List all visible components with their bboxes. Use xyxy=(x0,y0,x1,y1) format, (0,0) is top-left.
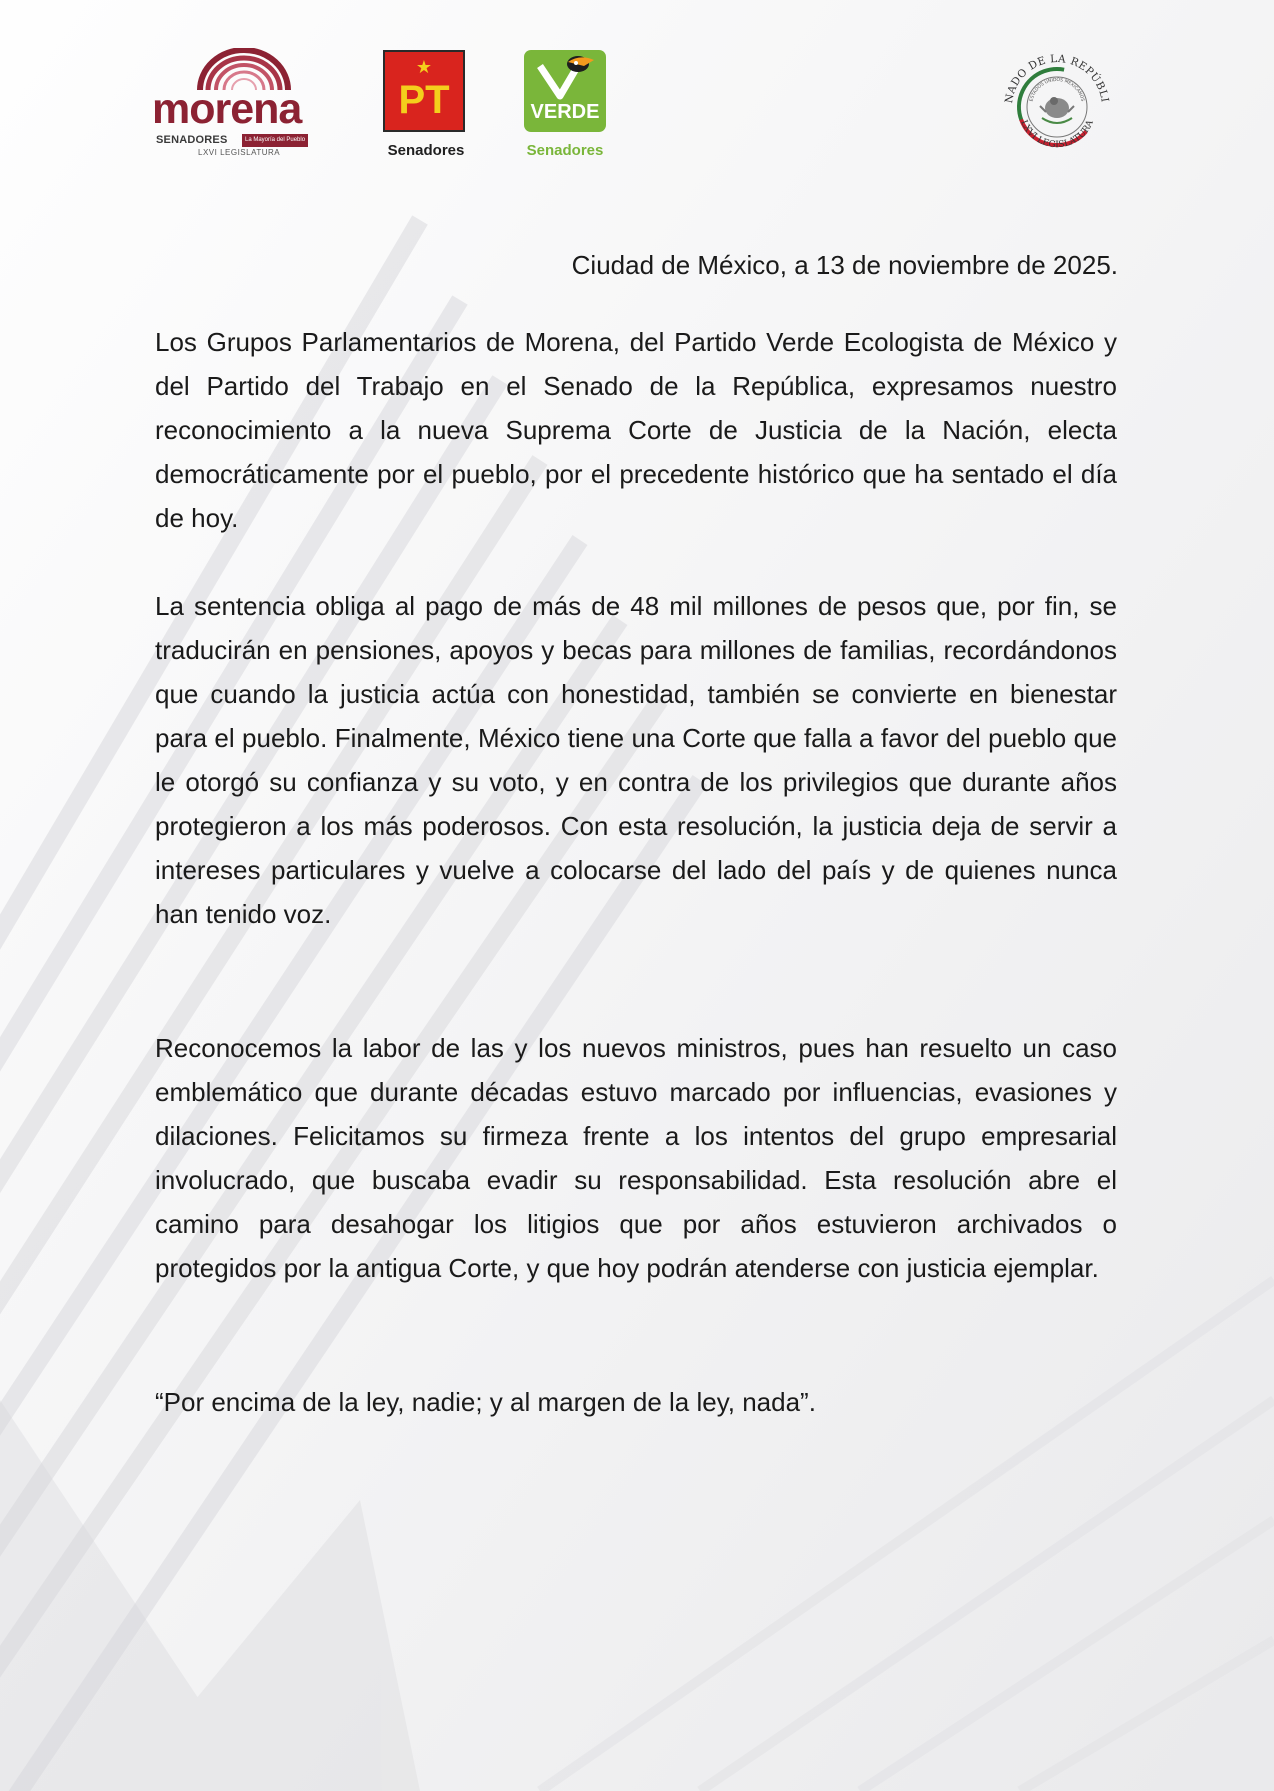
morena-senadores-label: SENADORES xyxy=(156,134,228,146)
star-icon: ★ xyxy=(415,57,433,77)
eagle-icon xyxy=(1040,97,1074,123)
verde-logo xyxy=(520,50,610,165)
morena-tagline: La Mayoría del Pueblo xyxy=(242,134,308,147)
senado-seal-icon xyxy=(994,44,1120,170)
svg-text:SENADO DE LA REPÚBLICA xyxy=(994,44,1111,104)
senado-bottom-text: LXVI LEGISLATURA xyxy=(1018,118,1096,151)
senado-seal xyxy=(994,44,1120,170)
verde-wordmark: VERDE xyxy=(530,101,600,123)
toucan-icon xyxy=(524,52,606,102)
senado-arc-text: NADO DE LA REPÚBLI xyxy=(1003,52,1111,105)
pt-logo xyxy=(381,50,471,165)
document-date: Ciudad de México, a 13 de noviembre de 2025. xyxy=(571,250,1118,280)
pt-emblem xyxy=(383,50,465,132)
verde-senadores-label: Senadores xyxy=(526,142,604,159)
paragraph-2: La sentencia obliga al pago de más de 48 mil millones de pesos que, por fin, se traducirán en pensiones, apoyos y becas para millones de familias, recordándonos que cuando la justicia actúa con honestidad, también se convierte en bienestar para el pueblo. Finalmente, México tiene una Corte que falla a favor del pueblo que le otorgó su confianza y su voto, y en contra de los privilegios que durante años protegieron a los más poderosos. Con esta resolución, la justicia deja de servir a intereses particulares y vuelve a colocarse del lado del país y de quienes nunca han tenido voz. xyxy=(155,591,1117,929)
morena-legislatura: LXVI LEGISLATURA xyxy=(198,148,281,157)
verde-emblem xyxy=(524,50,606,132)
pt-letters: PT xyxy=(398,78,450,122)
morena-wordmark: morena xyxy=(152,85,302,133)
morena-logo xyxy=(150,48,335,163)
paragraph-1: Los Grupos Parlamentarios de Morena, del Partido Verde Ecologista de México y del Partido del Trabajo en el Senado de la República, expresamos nuestro reconocimiento a la nueva Suprema Corte de Justicia de la Nación, electa democráticamente por el pueblo, por el precedente histórico que ha sentado el día de hoy. xyxy=(155,327,1117,533)
senado-inner-text: ESTADOS UNIDOS MEXICANOS xyxy=(1029,77,1085,103)
pt-senadores-label: Senadores xyxy=(387,142,465,159)
paragraph-3: Reconocemos la labor de las y los nuevos ministros, pues han resuelto un caso emblemático que durante décadas estuvo marcado por influencias, evasiones y dilaciones. Felicitamos su firmeza frente a los intentos del grupo empresarial involucrado, que buscaba evadir su responsabilidad. Esta resolución abre el camino para desahogar los litigios que por años estuvieron archivados o protegidos por la antigua Corte, y que hoy podrán atenderse con justicia ejemplar. xyxy=(155,1033,1117,1283)
closing-quote: “Por encima de la ley, nadie; y al margen de la ley, nada”. xyxy=(155,1387,816,1417)
